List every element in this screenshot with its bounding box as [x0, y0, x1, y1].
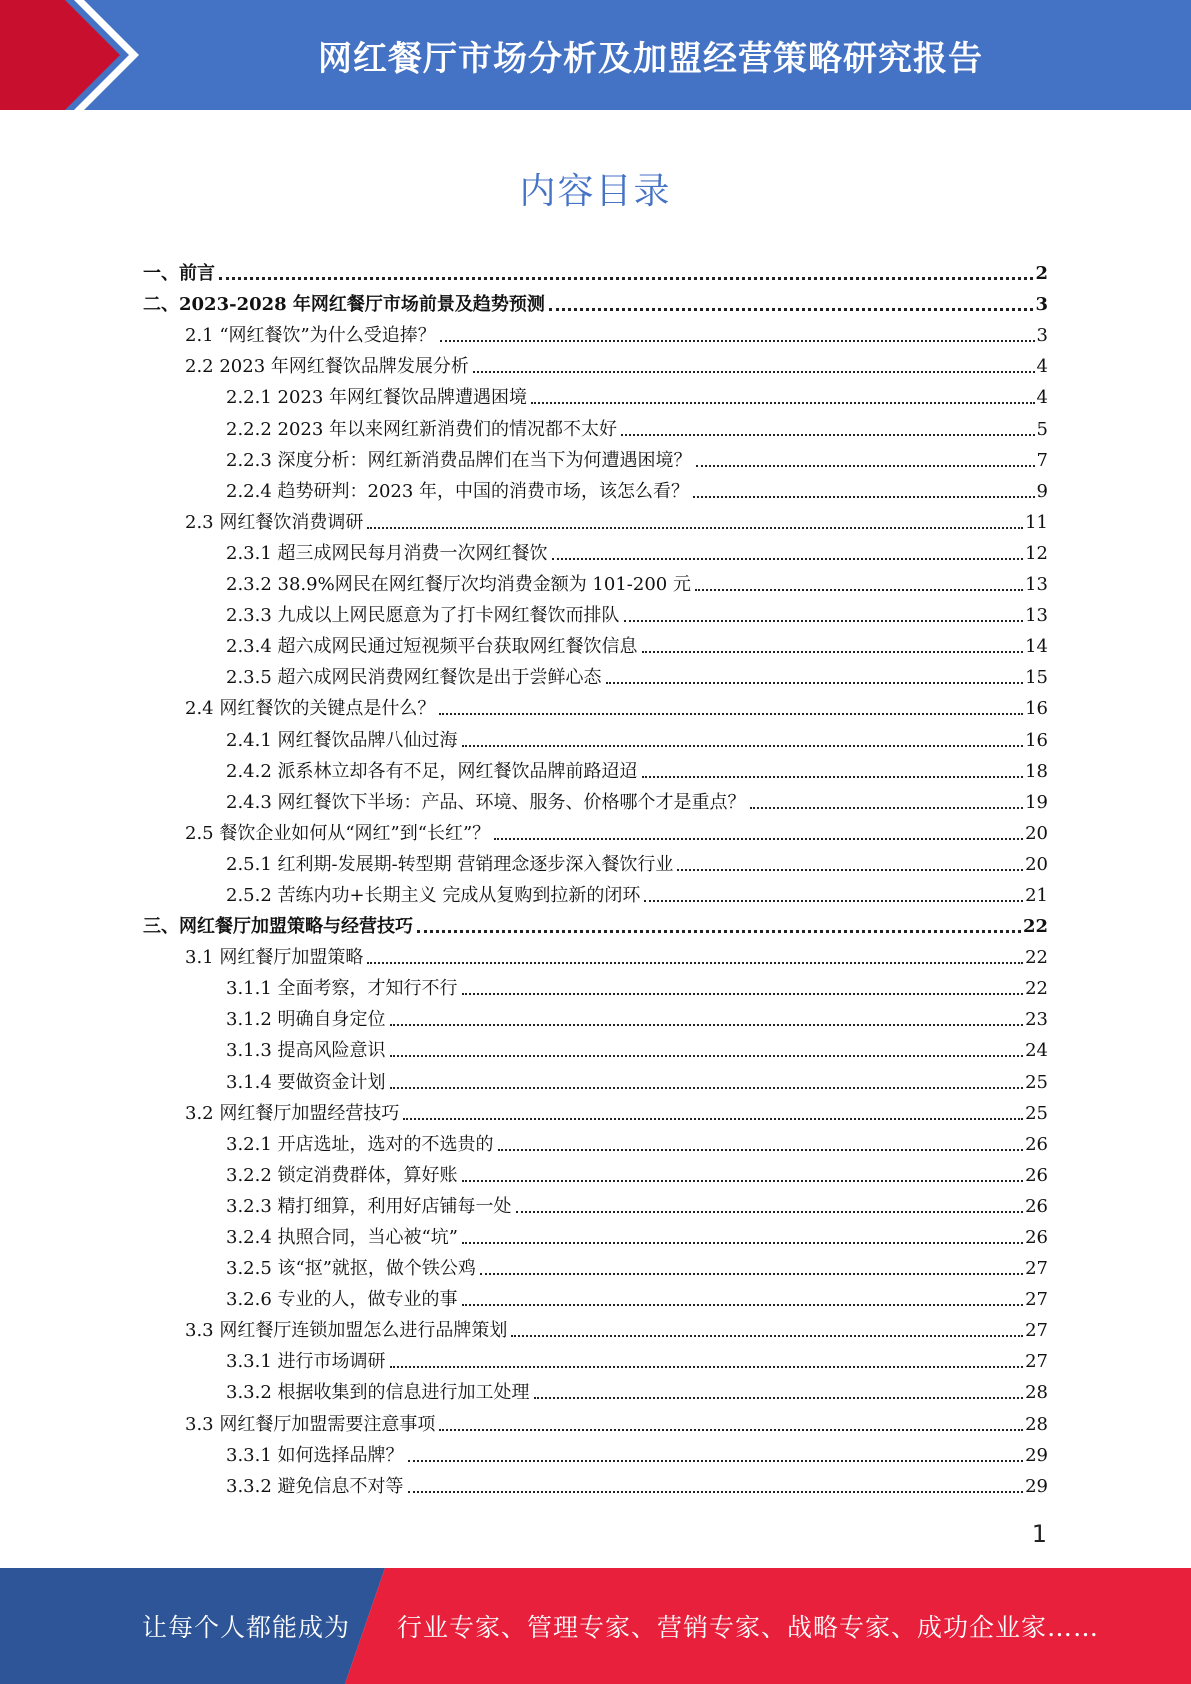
toc-entry-page: 4	[1036, 387, 1048, 409]
toc-entry-page: 27	[1025, 1258, 1048, 1280]
toc-entry-page: 21	[1025, 884, 1048, 906]
toc-entry-label: 2.4.3 网红餐饮下半场：产品、环境、服务、价格哪个才是重点？	[226, 791, 746, 813]
table-of-contents	[143, 254, 1048, 1498]
toc-entry[interactable]	[143, 534, 1048, 565]
toc-entry[interactable]	[143, 1467, 1048, 1498]
dot-leader	[606, 682, 1024, 684]
toc-entry-label: 3.1.3 提高风险意识	[226, 1040, 386, 1062]
toc-entry-label: 3.2.1 开店选址，选对的不选贵的	[226, 1133, 494, 1155]
toc-entry-page: 18	[1025, 760, 1048, 782]
toc-entry[interactable]	[143, 1156, 1048, 1187]
dot-leader	[549, 308, 1034, 311]
toc-entry[interactable]	[143, 378, 1048, 409]
toc-entry-page: 3	[1035, 294, 1048, 316]
toc-entry[interactable]	[143, 472, 1048, 503]
toc-entry-page: 9	[1036, 480, 1048, 502]
dot-leader	[473, 371, 1035, 373]
toc-entry-label: 2.5 餐饮企业如何从“网红”到“长红”？	[185, 822, 491, 844]
toc-entry-label: 3.2.3 精打细算，利用好店铺每一处	[226, 1195, 512, 1217]
report-title: 网红餐厅市场分析及加盟经营策略研究报告	[318, 38, 983, 79]
dot-leader	[750, 807, 1024, 809]
dot-leader	[494, 838, 1023, 840]
toc-entry-page: 19	[1025, 791, 1048, 813]
toc-entry-page: 15	[1025, 667, 1048, 689]
dot-leader	[390, 1024, 1024, 1026]
report-header	[0, 0, 1191, 110]
dot-leader	[390, 1366, 1024, 1368]
dot-leader	[408, 1491, 1024, 1493]
dot-leader	[462, 1304, 1024, 1306]
dot-leader	[219, 277, 1033, 280]
toc-entry-label: 2.5.1 红利期-发展期-转型期 营销理念逐步深入餐饮行业	[226, 853, 674, 875]
toc-entry-page: 22	[1025, 978, 1048, 1000]
toc-entry-label: 3.2.5 该“抠”就抠，做个铁公鸡	[226, 1258, 476, 1280]
toc-entry-page: 16	[1025, 729, 1048, 751]
toc-entry[interactable]	[143, 1404, 1048, 1435]
toc-entry[interactable]	[143, 1031, 1048, 1062]
dot-leader	[642, 776, 1024, 778]
dot-leader	[552, 558, 1024, 560]
toc-entry-label: 3.2.6 专业的人，做专业的事	[226, 1289, 458, 1311]
toc-entry[interactable]	[143, 1094, 1048, 1125]
toc-entry-page: 26	[1025, 1195, 1048, 1217]
toc-entry[interactable]	[143, 596, 1048, 627]
toc-entry-page: 27	[1025, 1351, 1048, 1373]
toc-entry-page: 29	[1025, 1475, 1048, 1497]
toc-entry[interactable]	[143, 689, 1048, 720]
toc-entry[interactable]	[143, 627, 1048, 658]
toc-entry[interactable]	[143, 1373, 1048, 1404]
toc-entry-page: 13	[1025, 574, 1048, 596]
footer-slogan-left: 让每个人都能成为	[142, 1613, 351, 1642]
toc-entry-label: 3.3.2 根据收集到的信息进行加工处理	[226, 1382, 530, 1404]
toc-entry-page: 29	[1025, 1444, 1048, 1466]
toc-entry-label: 3.3 网红餐厅加盟需要注意事项	[185, 1413, 436, 1435]
toc-entry-label: 2.3.3 九成以上网民愿意为了打卡网红餐饮而排队	[226, 605, 620, 627]
toc-entry[interactable]	[143, 969, 1048, 1000]
toc-entry[interactable]	[143, 907, 1048, 938]
toc-entry-label: 2.3.2 38.9%网民在网红餐厅次均消费金额为 101-200 元	[226, 574, 691, 596]
toc-entry-label: 2.4 网红餐饮的关键点是什么？	[185, 698, 436, 720]
toc-entry-page: 25	[1025, 1102, 1048, 1124]
toc-entry-page: 28	[1025, 1413, 1048, 1435]
toc-entry-page: 27	[1025, 1289, 1048, 1311]
toc-entry[interactable]	[143, 409, 1048, 440]
page-number: 1	[1031, 1520, 1047, 1548]
toc-entry[interactable]	[143, 1000, 1048, 1031]
toc-entry-page: 13	[1025, 605, 1048, 627]
toc-entry-label: 3.1.2 明确自身定位	[226, 1009, 386, 1031]
dot-leader	[621, 434, 1034, 436]
toc-entry-label: 2.2 2023 年网红餐饮品牌发展分析	[185, 356, 469, 378]
toc-entry[interactable]	[143, 814, 1048, 845]
dot-leader	[516, 1211, 1024, 1213]
toc-entry-label: 三、网红餐厅加盟策略与经营技巧	[143, 916, 413, 938]
toc-entry-page: 14	[1025, 636, 1048, 658]
toc-entry-label: 二、2023-2028 年网红餐厅市场前景及趋势预测	[143, 294, 545, 316]
toc-entry-label: 2.4.2 派系林立却各有不足，网红餐饮品牌前路迢迢	[226, 760, 638, 782]
dot-leader	[462, 1180, 1024, 1182]
toc-entry-page: 23	[1025, 1009, 1048, 1031]
dot-leader	[439, 713, 1023, 715]
dot-leader	[695, 589, 1023, 591]
toc-entry-page: 28	[1025, 1382, 1048, 1404]
dot-leader	[390, 1087, 1024, 1089]
toc-entry-page: 26	[1025, 1133, 1048, 1155]
footer-banner	[0, 1568, 1191, 1684]
toc-entry[interactable]	[143, 1436, 1048, 1467]
toc-entry-label: 3.3.2 避免信息不对等	[226, 1475, 404, 1497]
dot-leader	[693, 496, 1034, 498]
red-arrow-icon	[0, 0, 150, 110]
toc-entry-page: 22	[1025, 947, 1048, 969]
toc-entry[interactable]	[143, 316, 1048, 347]
dot-leader	[644, 900, 1023, 902]
toc-entry-label: 2.2.2 2023 年以来网红新消费们的情况都不太好	[226, 418, 618, 440]
dot-leader	[408, 1460, 1024, 1462]
toc-entry[interactable]	[143, 1342, 1048, 1373]
toc-entry-label: 2.5.2 苦练内功+长期主义 完成从复购到拉新的闭环	[226, 884, 641, 906]
toc-entry[interactable]	[143, 1218, 1048, 1249]
dot-leader	[462, 1242, 1023, 1244]
toc-entry-label: 2.2.4 趋势研判：2023 年，中国的消费市场，该怎么看？	[226, 480, 690, 502]
toc-entry-page: 12	[1025, 542, 1048, 564]
toc-entry[interactable]	[143, 441, 1048, 472]
toc-entry-label: 2.3.5 超六成网民消费网红餐饮是出于尝鲜心态	[226, 667, 602, 689]
toc-entry-label: 2.3.4 超六成网民通过短视频平台获取网红餐饮信息	[226, 636, 638, 658]
toc-entry-label: 3.3 网红餐厅连锁加盟怎么进行品牌策划	[185, 1320, 508, 1342]
toc-entry-label: 2.2.1 2023 年网红餐饮品牌遭遇困境	[226, 387, 528, 409]
dot-leader	[417, 930, 1021, 933]
toc-entry[interactable]	[143, 285, 1048, 316]
toc-entry-label: 3.3.1 进行市场调研	[226, 1351, 386, 1373]
toc-entry[interactable]	[143, 254, 1048, 285]
toc-heading: 内容目录	[519, 171, 672, 212]
toc-entry-label: 3.2.2 锁定消费群体，算好账	[226, 1164, 458, 1186]
toc-entry-page: 3	[1036, 325, 1048, 347]
dot-leader	[531, 402, 1034, 404]
toc-entry[interactable]	[143, 752, 1048, 783]
toc-entry[interactable]	[143, 845, 1048, 876]
toc-entry-label: 3.1.4 要做资金计划	[226, 1071, 386, 1093]
toc-entry[interactable]	[143, 1249, 1048, 1280]
toc-entry[interactable]	[143, 1187, 1048, 1218]
dot-leader	[696, 465, 1035, 467]
toc-entry-page: 2	[1035, 263, 1048, 285]
toc-entry-label: 2.4.1 网红餐饮品牌八仙过海	[226, 729, 458, 751]
toc-entry-label: 3.2.4 执照合同，当心被“坑”	[226, 1227, 458, 1248]
toc-entry-page: 20	[1025, 822, 1048, 844]
toc-entry-label: 3.1 网红餐厅加盟策略	[185, 947, 364, 969]
toc-entry-page: 25	[1025, 1071, 1048, 1093]
toc-entry-page: 27	[1025, 1320, 1048, 1342]
dot-leader	[677, 869, 1023, 871]
dot-leader	[534, 1397, 1024, 1399]
toc-entry-page: 11	[1025, 511, 1048, 533]
toc-entry[interactable]	[143, 658, 1048, 689]
toc-entry-label: 3.3.1 如何选择品牌？	[226, 1444, 404, 1466]
toc-entry-page: 4	[1036, 356, 1048, 378]
toc-entry[interactable]	[143, 1062, 1048, 1093]
toc-entry-page: 5	[1036, 418, 1048, 440]
toc-entry-page: 24	[1025, 1040, 1048, 1062]
toc-entry-page: 26	[1025, 1227, 1048, 1248]
toc-entry-page: 7	[1036, 449, 1048, 471]
toc-entry-page: 16	[1025, 698, 1048, 720]
dot-leader	[440, 340, 1035, 342]
toc-entry-label: 2.2.3 深度分析：网红新消费品牌们在当下为何遭遇困境？	[226, 449, 692, 471]
toc-entry[interactable]	[143, 347, 1048, 378]
toc-entry-label: 一、前言	[143, 263, 215, 285]
footer-slogan-right: 行业专家、管理专家、营销专家、战略专家、成功企业家……	[397, 1613, 1100, 1642]
dot-leader	[462, 745, 1024, 747]
toc-entry[interactable]	[143, 503, 1048, 534]
dot-leader	[462, 993, 1024, 995]
dot-leader	[624, 620, 1024, 622]
toc-entry[interactable]	[143, 720, 1048, 751]
toc-entry-page: 26	[1025, 1164, 1048, 1186]
dot-leader	[511, 1335, 1023, 1337]
dot-leader	[403, 1118, 1023, 1120]
toc-entry[interactable]	[143, 1280, 1048, 1311]
toc-entry-page: 20	[1025, 853, 1048, 875]
toc-entry-label: 2.3.1 超三成网民每月消费一次网红餐饮	[226, 542, 548, 564]
toc-entry-label: 2.3 网红餐饮消费调研	[185, 511, 364, 533]
toc-entry[interactable]	[143, 783, 1048, 814]
dot-leader	[480, 1273, 1023, 1275]
toc-entry-label: 3.1.1 全面考察，才知行不行	[226, 978, 458, 1000]
toc-entry[interactable]	[143, 938, 1048, 969]
toc-entry[interactable]	[143, 565, 1048, 596]
toc-entry-label: 2.1 “网红餐饮”为什么受追捧？	[185, 325, 436, 347]
dot-leader	[390, 1055, 1024, 1057]
toc-entry-label: 3.2 网红餐厅加盟经营技巧	[185, 1102, 400, 1124]
toc-entry[interactable]	[143, 876, 1048, 907]
toc-entry-page: 22	[1022, 916, 1048, 938]
dot-leader	[439, 1429, 1023, 1431]
dot-leader	[367, 527, 1023, 529]
dot-leader	[498, 1149, 1024, 1151]
toc-entry[interactable]	[143, 1125, 1048, 1156]
dot-leader	[367, 962, 1023, 964]
dot-leader	[642, 651, 1024, 653]
toc-entry[interactable]	[143, 1311, 1048, 1342]
